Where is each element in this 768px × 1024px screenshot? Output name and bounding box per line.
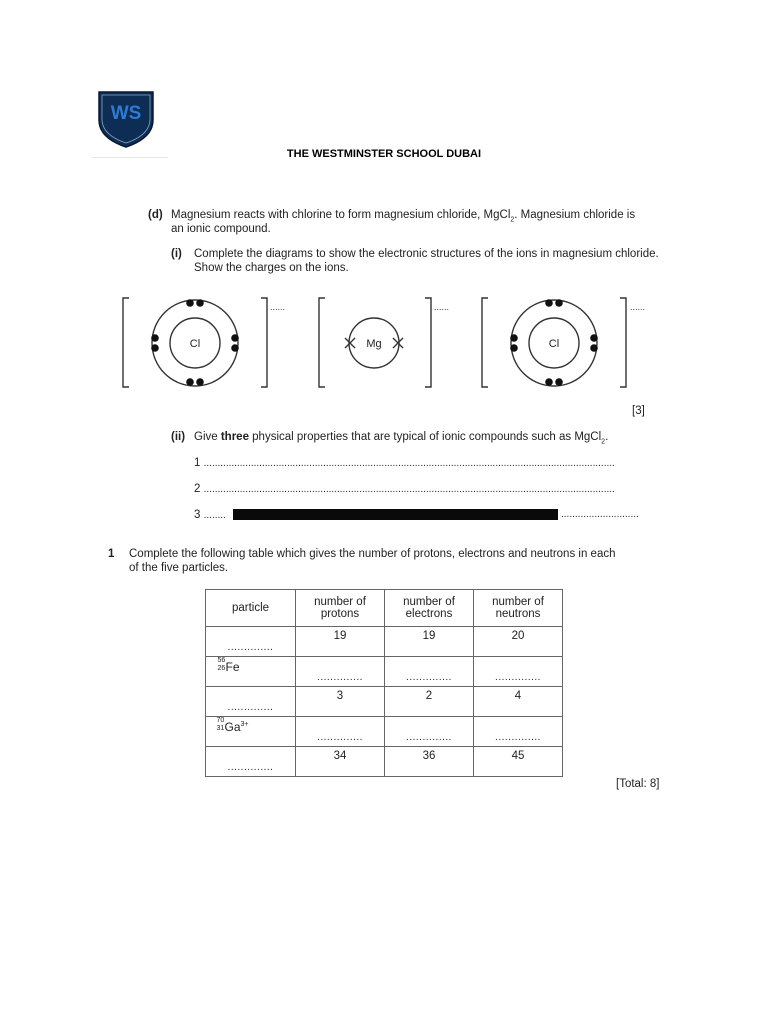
table-header-row [206, 590, 563, 627]
school-logo [97, 90, 155, 148]
bracket-left-2 [319, 298, 325, 387]
table-row [206, 627, 563, 657]
header-particle [206, 590, 296, 627]
answer-dots-3: ........ [203, 510, 226, 521]
blank-dots: .............. [495, 732, 541, 743]
bracket-left-1 [123, 298, 129, 387]
mg-cross-right [393, 338, 403, 348]
particle-cell [206, 717, 296, 747]
logo-text: WS [110, 103, 142, 124]
part-ii-bold: three [220, 431, 249, 443]
electrons-cell[interactable] [385, 657, 474, 687]
part-d-label: (d) [148, 209, 163, 221]
bracket-right-3 [620, 298, 626, 387]
part-ii-post: physical properties that are typical of ionic compounds such as MgCl [248, 431, 602, 443]
element-symbol: Fe [225, 659, 240, 674]
blank-dots: .............. [406, 732, 452, 743]
header-protons-l2: protons [320, 608, 360, 620]
protons-value: 34 [333, 749, 347, 762]
ion-symbol-cl-2: Cl [548, 338, 560, 350]
header-protons-l1: number of [314, 596, 366, 608]
blank-dots: .............. [495, 672, 541, 683]
neutrons-value: 20 [511, 629, 525, 642]
nuclide-fe [217, 656, 240, 674]
header-neutrons-l1: number of [492, 596, 544, 608]
protons-value: 3 [336, 689, 344, 702]
school-name: THE WESTMINSTER SCHOOL DUBAI [286, 148, 482, 160]
neutrons-cell [474, 627, 563, 657]
part-ii-label: (ii) [171, 431, 186, 443]
blank-dots: .............. [227, 702, 274, 713]
question1-line1: Complete the following table which gives the number of protons, electrons and neutrons in each [129, 548, 616, 560]
particle-cell [206, 657, 296, 687]
question-number: 1 [108, 548, 115, 560]
protons-cell[interactable] [296, 657, 385, 687]
mass-number: 70 [216, 716, 225, 724]
protons-cell [296, 687, 385, 717]
mg-cross-left [345, 338, 355, 348]
header-electrons-l1: number of [403, 596, 455, 608]
atomic-number: 26 [217, 664, 226, 672]
charge-blank-2: ...... [434, 302, 450, 312]
neutrons-value: 45 [511, 749, 525, 762]
blank-dots: .............. [317, 672, 363, 683]
particle-cell[interactable] [206, 687, 296, 717]
protons-cell [296, 627, 385, 657]
header-particle-text: particle [231, 602, 270, 614]
charge-blank-1: ...... [270, 302, 286, 312]
particle-cell[interactable] [206, 627, 296, 657]
electrons-value: 36 [422, 749, 436, 762]
ion-symbol-mg: Mg [366, 338, 382, 350]
formula-subscript: 2 [510, 216, 515, 224]
redaction-bar [233, 509, 558, 520]
part-i-label: (i) [171, 248, 182, 260]
part-d-text: Magnesium reacts with chlorine to form magnesium chloride, MgCl [171, 209, 511, 221]
answer-dots-1: .................................................................................................................................................... [203, 458, 615, 469]
table-row [206, 687, 563, 717]
answer-number-2: 2 [194, 483, 201, 495]
answer-line-2[interactable] [194, 482, 615, 497]
charge-blank-3: ...... [630, 302, 646, 312]
header-electrons-l2: electrons [405, 608, 453, 620]
part-ii-pre: Give [194, 431, 221, 443]
part-ii-text [194, 430, 608, 449]
neutrons-cell[interactable] [474, 717, 563, 747]
neutrons-value: 4 [514, 689, 522, 702]
electrons-cell[interactable] [385, 717, 474, 747]
header-electrons [385, 590, 474, 627]
bracket-right-1 [261, 298, 267, 387]
blank-dots: .............. [227, 642, 274, 653]
answer-line-1[interactable] [194, 456, 615, 471]
electrons-cell [385, 687, 474, 717]
part-d-text-line2: an ionic compound. [171, 223, 271, 235]
neutrons-cell[interactable] [474, 657, 563, 687]
electrons-value: 2 [425, 689, 433, 702]
protons-value: 19 [333, 629, 347, 642]
part-ii-end: . [605, 431, 609, 443]
part-ii-subscript: 2 [601, 438, 606, 446]
neutrons-cell [474, 747, 563, 777]
element-symbol: Ga [224, 719, 241, 734]
blank-dots: .............. [227, 762, 274, 773]
electrons-value: 19 [422, 629, 436, 642]
question1-line2: of the five particles. [129, 562, 229, 574]
table-row [206, 657, 563, 687]
mass-number: 56 [217, 656, 226, 664]
answer-number-1: 1 [194, 457, 201, 469]
particle-table [205, 589, 563, 777]
electrons-cell [385, 747, 474, 777]
ion-charge: 3+ [240, 720, 249, 728]
total-marks: [Total: 8] [616, 778, 660, 790]
answer-line-3[interactable] [194, 508, 226, 523]
answer-dots-3-end: ............................ [561, 509, 639, 520]
answer-dots-2: .................................................................................................................................................... [203, 484, 615, 495]
atomic-number: 31 [216, 724, 225, 732]
electrons-cell [385, 627, 474, 657]
particle-cell[interactable] [206, 747, 296, 777]
ion-diagrams [115, 292, 660, 392]
table-row [206, 747, 563, 777]
protons-cell[interactable] [296, 717, 385, 747]
part-i-line2: Show the charges on the ions. [194, 262, 349, 274]
nuclide-ga [216, 716, 249, 734]
table-row [206, 717, 563, 747]
blank-dots: .............. [406, 672, 452, 683]
blank-dots: .............. [317, 732, 363, 743]
header-protons [296, 590, 385, 627]
header-neutrons [474, 590, 563, 627]
answer-number-3: 3 [194, 509, 201, 521]
bracket-left-3 [482, 298, 488, 387]
part-d-text-end: . Magnesium chloride is [514, 209, 636, 221]
ion-symbol-cl-1: Cl [189, 338, 201, 350]
header-neutrons-l2: neutrons [495, 608, 541, 620]
marks-part-i: [3] [632, 405, 645, 417]
protons-cell [296, 747, 385, 777]
bracket-right-2 [425, 298, 431, 387]
neutrons-cell [474, 687, 563, 717]
part-i-line1: Complete the diagrams to show the electronic structures of the ions in magnesium chloride. [194, 248, 659, 260]
